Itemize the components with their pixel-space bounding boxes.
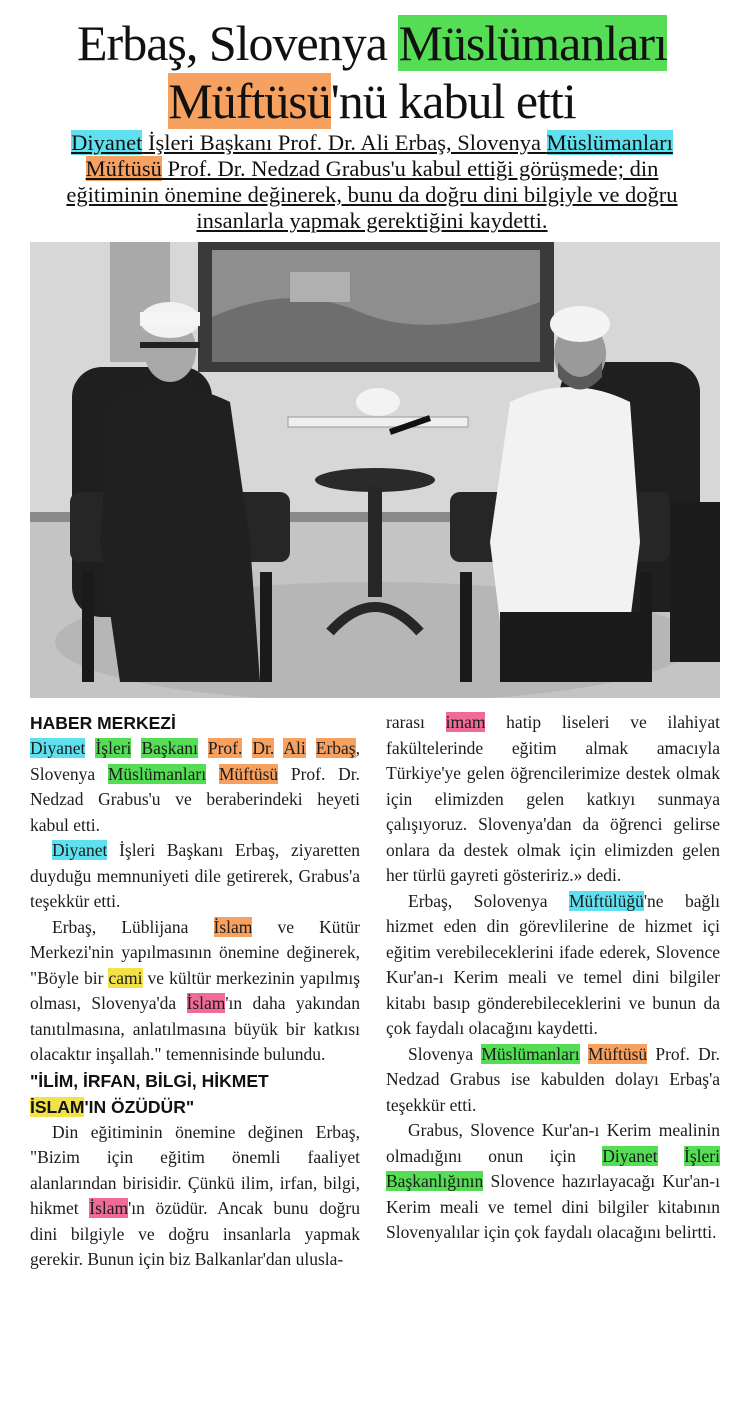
subheadline-text: İşleri Başkanı Prof. Dr. Ali Erbaş, Slovenya (142, 130, 547, 155)
subheadline (40, 130, 704, 234)
text: 'ne bağlı hizmet eden din görevlilerine de hizmet içi eğitim verebileceklerini ifade ederek, Slovence Kur'an-ı Kerim meali ve temel dini bilgiler kitabı basıp gönderebileceklerini ve bunun da çok faydalı olacağını kaydetti. (386, 890, 720, 1038)
highlight-baskanliginin: Başkanlığının (386, 1171, 484, 1191)
highlight-muslumanlari: Müslümanları (481, 1043, 580, 1064)
text: Erbaş, Solovenya (408, 890, 569, 911)
paragraph (30, 838, 360, 915)
paragraph (30, 915, 360, 1068)
highlight-muslumanlari: Müslümanları (107, 763, 207, 784)
highlight-isleri: İşleri (684, 1145, 720, 1166)
paragraph (386, 710, 720, 889)
byline: HABER MERKEZİ (30, 713, 176, 733)
text: İşleri Başkanı Erbaş, ziyaretten duyduğu memnuniyeti dile getirerek, Grabus'a teşekkür etti. (30, 840, 360, 911)
paragraph (30, 1120, 360, 1273)
photo-illustration (30, 242, 720, 698)
text (580, 1044, 588, 1064)
highlight-muftusu: Müftüsü (168, 73, 331, 129)
highlight-diyanet: Diyanet (602, 1145, 658, 1166)
text: ve Kütür Merkezi'nin yapılmasının önemine değinerek, "Böyle bir (30, 916, 360, 988)
text: hatip liseleri ve ilahiyat fakültelerinde eğitim almak amacıyla Türkiye'ye gelen öğrencilerimize destek olmak için elimizden gelen katkıyı sunmaya çalışıyoruz. Slovenya'dan da öğrenci gelirse onlara da destek olmak için elimizden gelen her türlü gayreti gösteririz.» dedi. (386, 712, 720, 885)
highlight-cami: cami (108, 967, 143, 988)
highlight-isleri: İşleri (95, 738, 132, 758)
subheadline-text: Prof. Dr. Nedzad Grabus'u kabul ettiği görüşmede; din eğitiminin önemine değinerek, bunu da doğru dini bilgiyle ve doğru insanlarla yapmak gerektiğini kaydetti. (66, 156, 678, 233)
highlight-muftusu: Müftüsü (587, 1043, 648, 1064)
subhead (30, 1068, 360, 1120)
highlight-muslumanlari: Müslümanları (546, 130, 673, 155)
highlight-muftusu: Müftüsü (85, 156, 162, 181)
highlight-muslumanlari: Müslümanları (398, 15, 667, 71)
text: Erbaş, Lüblijana (52, 916, 214, 937)
headline-text: 'nü kabul etti (330, 73, 576, 129)
text (658, 1146, 684, 1166)
paragraph (386, 889, 720, 1042)
paragraph (386, 1118, 720, 1246)
text: Slovenya (408, 1043, 482, 1064)
text: ve kültür merkezinin yapılmış olması, Slovenya'da (30, 967, 360, 1013)
news-photo (30, 242, 720, 698)
text: 'ın özüdür. Ancak bunu doğru dini bilgiyle ve doğru insanlarla yapmak gerekir. Bunun için biz Balkanlar'dan ulusla- (30, 1198, 360, 1269)
paragraph (30, 736, 360, 838)
highlight-prof: Prof. (207, 738, 243, 758)
highlight-imam: imam (445, 712, 486, 732)
highlight-islam: İslam (186, 993, 226, 1013)
highlight-islam: İSLAM (30, 1096, 85, 1117)
highlight-ali: Ali (283, 738, 306, 758)
highlight-baskani: Başkanı (141, 738, 198, 758)
text: rarası (386, 712, 446, 732)
highlight-islam: İslam (213, 916, 253, 937)
highlight-diyanet: Diyanet (71, 130, 143, 155)
highlight-erbas: Erbaş (315, 738, 356, 758)
subhead-text: "İLİM, İRFAN, BİLGİ, HİKMET (30, 1070, 269, 1091)
text: , Slovenya (30, 738, 360, 784)
highlight-islam: İslam (89, 1198, 129, 1218)
highlight-dr: Dr. (252, 738, 275, 758)
text: Slovence hazırlayacağı Kur'an-ı Kerim meali ve temel dini bilgiler kitabının Slovenyalılar için çok faydalı olacağını belirtti. (386, 1171, 720, 1242)
paragraph (386, 1042, 720, 1119)
highlight-diyanet: Diyanet (52, 840, 108, 860)
text: 'ın daha yakından tanıtılmasına, anlatılmasına büyük bir katkısı olacaktır inşallah." temennisinde bulundu. (30, 993, 360, 1064)
text: Din eğitiminin önemine değinen Erbaş, "Bizim için eğitim önemli faaliyet alanlarından birisidir. Çünkü ilim, irfan, bilgi, hikmet (30, 1121, 360, 1218)
text: Prof. Dr. Nedzad Grabus'u ve beraberindeki heyeti kabul etti. (30, 763, 360, 835)
headline-text: Erbaş, Slovenya (77, 15, 399, 71)
headline (14, 14, 730, 130)
article-column-left (30, 710, 360, 1273)
highlight-muftusu: Müftüsü (218, 763, 279, 784)
highlight-diyanet: Diyanet (30, 738, 86, 758)
highlight-muftulugu: Müftülüğü (569, 890, 644, 911)
subhead-text: 'IN ÖZÜDÜR" (84, 1096, 195, 1117)
text: Grabus, Slovence Kur'an-ı Kerim mealinin olmadığını onun için (386, 1120, 720, 1166)
text: Prof. Dr. Nedzad Grabus ise kabulden dolayı Erbaş'a teşekkür etti. (386, 1043, 720, 1115)
article-column-right (386, 710, 720, 1246)
